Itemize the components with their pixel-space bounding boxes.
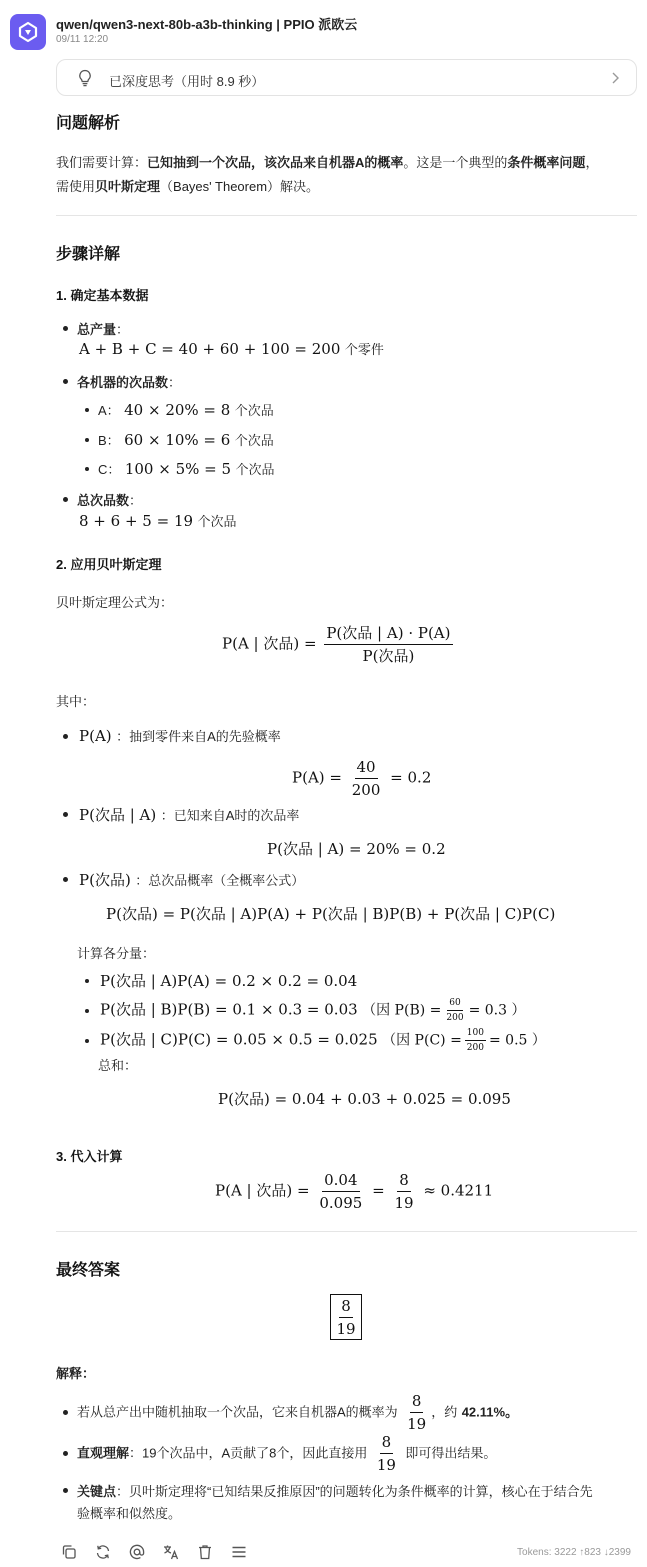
components-label: 计算各分量： [77,946,156,961]
model-name: qwen/qwen3-next-80b-a3b-thinking | PPIO 派欧云 [56,17,358,32]
step1-title: 1. 确定基本数据 [56,288,149,303]
bullet [85,1039,89,1043]
mention-icon[interactable] [128,1543,146,1561]
bullet [85,408,89,412]
pda-item: P(次品 | A) ：已知来自A时的次品率 [79,806,300,824]
chevron-right-icon [610,71,620,85]
regenerate-icon[interactable] [94,1543,112,1561]
explain-bullet-2: 直观理解：19个次品中，A贡献了8个，因此直接用 $\frac{8}{19}$ 即可得出结果。 [77,1433,497,1474]
bullet [63,812,68,817]
bullet [63,877,68,882]
pd-item: P(次品) ：总次品概率（全概率公式） [79,871,305,889]
menu-icon[interactable] [230,1543,248,1561]
defect-a: A： 40 × 20% = 8 个次品 [98,401,274,419]
section-title-analysis: 问题解析 [56,115,121,132]
component-a: P(次品 | A)P(A) = 0.2 × 0.2 = 0.04 [100,972,358,990]
qwen-logo-icon [17,21,39,43]
defects-label: 各机器的次品数： [77,375,182,390]
section-title-final: 最终答案 [56,1262,121,1279]
explain-bullet-3-cont: 验概率和似然度。 [77,1506,182,1521]
pa-item: P(A) ：抽到零件来自A的先验概率 [79,727,281,745]
bullet [85,438,89,442]
step3-title: 3. 代入计算 [56,1149,123,1164]
bullet [85,467,89,471]
bullet [85,1009,89,1013]
defect-c: C： 100 × 5% = 5 个次品 [98,460,275,478]
explain-bullet-1: 若从总产出中随机抽取一个次品，它来自机器A的概率为 $\frac{8}{19}$ ，约 42.11%。 [77,1392,519,1433]
bullet [63,379,68,384]
explain-bullet-3: 关键点：贝叶斯定理将“已知结果反推原因”的问题转化为条件概率的计算，核心在于结合先 [77,1484,593,1499]
total-output-formula: A + B + C = 40 + 60 + 100 = 200 个零件 [79,340,384,358]
bullet [63,1410,68,1415]
total-defects-formula: 8 + 6 + 5 = 19 个次品 [79,512,237,530]
component-b: P(次品 | B)P(B) = 0.1 × 0.3 = 0.03 （因 P(B) = $\frac{60}{200}$ = 0.3 ） [100,998,526,1023]
bayes-formula: P(A | 次品) = $\frac{\text{P(次品 | A) · P(A)}}{\text{P(次品)}}$ [222,624,451,665]
analysis-line-2: 需使用贝叶斯定理（Bayes' Theorem）解决。 [56,179,320,194]
lightbulb-icon [77,69,93,87]
analysis-line-1: 我们需要计算：已知抽到一个次品，该次品来自机器A的概率。这是一个典型的条件概率问题， [56,155,599,170]
section-title-steps: 步骤详解 [56,246,121,263]
pa-formula: P(A) = $\frac{40}{200}$ = 0.2 [292,758,432,799]
component-c: P(次品 | C)P(C) = 0.05 × 0.5 = 0.025 （因 P(C) = $\frac{100}{200}$ = 0.5 ） [100,1028,546,1053]
boxed-answer: $\frac{8}{19}$ [330,1294,362,1340]
divider [56,215,637,216]
message-header [10,12,640,48]
total-defects-label: 总次品数： [77,493,143,508]
final-computation: P(A | 次品) = $\frac{0.04}{0.095}$ = $\frac{8}{19}$ ≈ 0.4211 [215,1171,494,1212]
explain-label: 解释： [56,1366,96,1381]
thinking-label: 已深度思考（用时 8.9 秒） [109,74,265,89]
total-output-label: 总产量： [77,322,130,337]
translate-icon[interactable] [162,1543,180,1561]
bullet [85,979,89,983]
pd-formula: P(次品) = P(次品 | A)P(A) + P(次品 | B)P(B) + P(次品 | C)P(C) [106,905,556,923]
bullet [63,1488,68,1493]
step2-title: 2. 应用贝叶斯定理 [56,557,162,572]
token-count: Tokens: 3222 ↑823 ↓2399 [517,1547,631,1558]
pda-formula: P(次品 | A) = 20% = 0.2 [267,840,446,858]
bullet [63,1451,68,1456]
bullet [63,734,68,739]
avatar[interactable] [10,14,46,50]
delete-icon[interactable] [196,1543,214,1561]
thinking-toggle[interactable] [56,59,637,96]
where-label: 其中： [56,694,96,709]
defect-b: B： 60 × 10% = 6 个次品 [98,431,274,449]
bullet [63,497,68,502]
sum-label: 总和： [98,1058,138,1073]
message-time: 09/11 12:20 [56,34,109,45]
sum-formula: P(次品) = 0.04 + 0.03 + 0.025 = 0.095 [218,1090,511,1108]
bullet [63,326,68,331]
bayes-intro: 贝叶斯定理公式为： [56,595,174,610]
divider [56,1231,637,1232]
copy-icon[interactable] [60,1543,78,1561]
